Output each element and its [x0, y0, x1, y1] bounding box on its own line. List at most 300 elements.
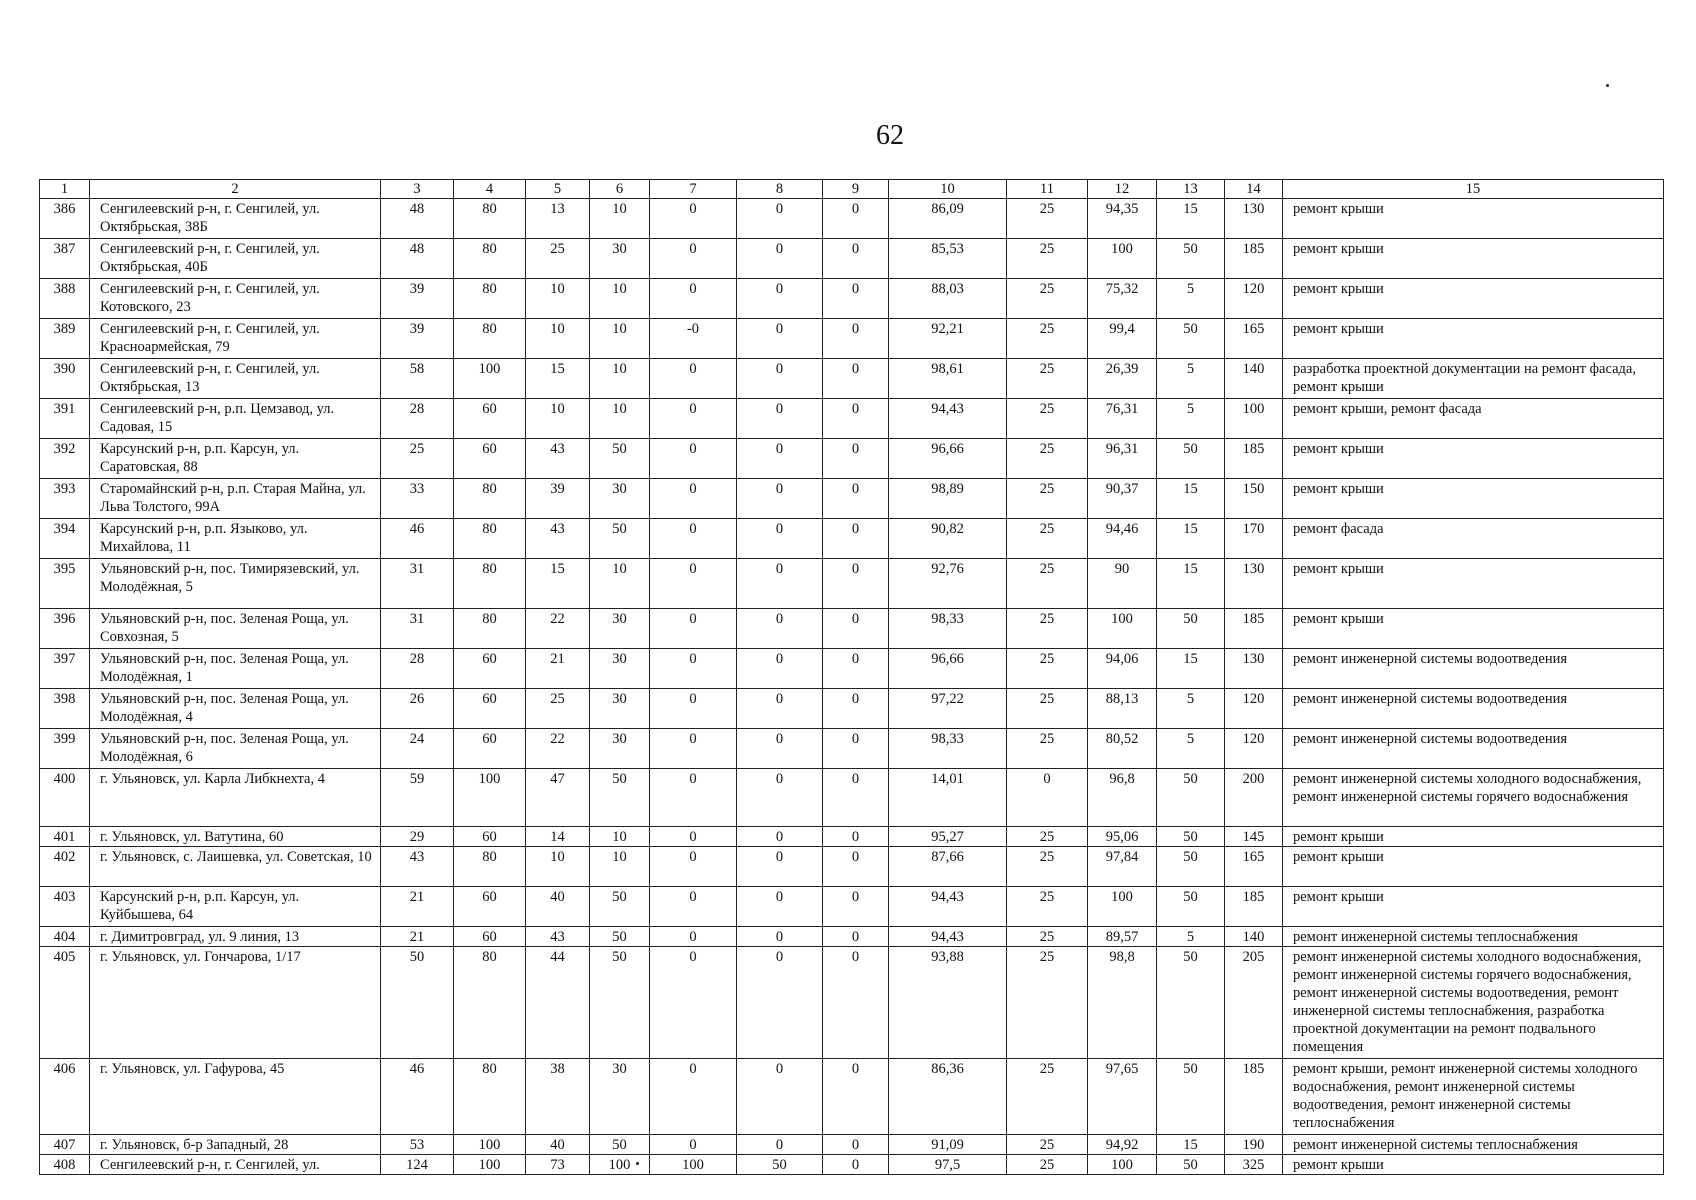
work-type-cell: ремонт инженерной системы холодного водоснабжения, ремонт инженерной системы горячего водоснабжения: [1283, 769, 1664, 827]
value-cell: 14,01: [889, 769, 1007, 827]
value-cell: 100: [1088, 609, 1157, 649]
column-header: 1: [40, 180, 90, 199]
column-header: 11: [1007, 180, 1088, 199]
address-cell: Сенгилеевский р-н, г. Сенгилей, ул. Котовского, 23: [90, 279, 381, 319]
value-cell: 25: [1007, 279, 1088, 319]
value-cell: 0: [650, 689, 737, 729]
row-number-cell: 395: [40, 559, 90, 609]
table-row: [40, 1155, 1664, 1175]
value-cell: 0: [650, 279, 737, 319]
value-cell: 29: [381, 827, 454, 847]
value-cell: 0: [823, 1155, 889, 1175]
address-cell: Сенгилеевский р-н, р.п. Цемзавод, ул. Садовая, 15: [90, 399, 381, 439]
value-cell: 30: [590, 239, 650, 279]
address-cell: г. Ульяновск, б-р Западный, 28: [90, 1135, 381, 1155]
value-cell: 94,92: [1088, 1135, 1157, 1155]
value-cell: 25: [1007, 1059, 1088, 1135]
value-cell: 0: [650, 847, 737, 887]
value-cell: 40: [526, 887, 590, 927]
value-cell: 5: [1157, 399, 1225, 439]
row-number-cell: 398: [40, 689, 90, 729]
address-cell: г. Ульяновск, ул. Карла Либкнехта, 4: [90, 769, 381, 827]
value-cell: 95,27: [889, 827, 1007, 847]
table-row: [40, 609, 1664, 649]
value-cell: 25: [526, 239, 590, 279]
value-cell: 0: [650, 239, 737, 279]
value-cell: 91,09: [889, 1135, 1007, 1155]
value-cell: 50: [1157, 769, 1225, 827]
value-cell: 50: [590, 769, 650, 827]
value-cell: 14: [526, 827, 590, 847]
value-cell: 100: [1088, 887, 1157, 927]
row-number-cell: 392: [40, 439, 90, 479]
value-cell: 39: [526, 479, 590, 519]
value-cell: 0: [650, 887, 737, 927]
value-cell: 80: [454, 1059, 526, 1135]
value-cell: 28: [381, 399, 454, 439]
value-cell: 15: [526, 559, 590, 609]
work-type-cell: ремонт крыши: [1283, 479, 1664, 519]
value-cell: 50: [590, 1135, 650, 1155]
value-cell: 25: [1007, 439, 1088, 479]
value-cell: 99,4: [1088, 319, 1157, 359]
value-cell: 0: [737, 399, 823, 439]
value-cell: 165: [1225, 319, 1283, 359]
value-cell: 0: [650, 769, 737, 827]
work-type-cell: ремонт крыши: [1283, 559, 1664, 609]
value-cell: 5: [1157, 927, 1225, 947]
address-cell: Ульяновский р-н, пос. Зеленая Роща, ул. Молодёжная, 6: [90, 729, 381, 769]
table-row: [40, 479, 1664, 519]
value-cell: 60: [454, 887, 526, 927]
value-cell: 96,66: [889, 649, 1007, 689]
value-cell: 31: [381, 559, 454, 609]
value-cell: 60: [454, 827, 526, 847]
column-header: 2: [90, 180, 381, 199]
value-cell: 58: [381, 359, 454, 399]
value-cell: 0: [737, 479, 823, 519]
value-cell: 25: [1007, 609, 1088, 649]
value-cell: 97,65: [1088, 1059, 1157, 1135]
value-cell: 15: [1157, 479, 1225, 519]
row-number-cell: 393: [40, 479, 90, 519]
value-cell: 50: [737, 1155, 823, 1175]
value-cell: 13: [526, 199, 590, 239]
value-cell: 80: [454, 519, 526, 559]
value-cell: 30: [590, 689, 650, 729]
value-cell: 24: [381, 729, 454, 769]
value-cell: 86,36: [889, 1059, 1007, 1135]
value-cell: 0: [823, 827, 889, 847]
value-cell: 25: [1007, 847, 1088, 887]
value-cell: 5: [1157, 689, 1225, 729]
value-cell: 86,09: [889, 199, 1007, 239]
value-cell: 48: [381, 239, 454, 279]
value-cell: 140: [1225, 927, 1283, 947]
value-cell: 50: [1157, 887, 1225, 927]
value-cell: 0: [650, 199, 737, 239]
address-cell: Ульяновский р-н, пос. Зеленая Роща, ул. Молодёжная, 4: [90, 689, 381, 729]
value-cell: 50: [590, 947, 650, 1059]
value-cell: 25: [1007, 479, 1088, 519]
value-cell: 50: [590, 927, 650, 947]
value-cell: 80,52: [1088, 729, 1157, 769]
value-cell: 0: [650, 1059, 737, 1135]
work-type-cell: ремонт крыши: [1283, 827, 1664, 847]
value-cell: 25: [1007, 1135, 1088, 1155]
address-cell: г. Димитровград, ул. 9 линия, 13: [90, 927, 381, 947]
work-type-cell: ремонт крыши: [1283, 239, 1664, 279]
address-cell: Ульяновский р-н, пос. Тимирязевский, ул. Молодёжная, 5: [90, 559, 381, 609]
work-type-cell: ремонт крыши, ремонт инженерной системы холодного водоснабжения, ремонт инженерной системы водоотведения, ремонт инженерной системы теплоснабжения: [1283, 1059, 1664, 1135]
table-row: [40, 927, 1664, 947]
work-type-cell: разработка проектной документации на ремонт фасада, ремонт крыши: [1283, 359, 1664, 399]
column-header: 9: [823, 180, 889, 199]
value-cell: 10: [590, 399, 650, 439]
value-cell: 97,22: [889, 689, 1007, 729]
value-cell: 130: [1225, 199, 1283, 239]
table-row: [40, 319, 1664, 359]
value-cell: 0: [823, 359, 889, 399]
table-row: [40, 399, 1664, 439]
value-cell: 0: [737, 199, 823, 239]
work-type-cell: ремонт крыши: [1283, 279, 1664, 319]
value-cell: 15: [1157, 649, 1225, 689]
value-cell: 124: [381, 1155, 454, 1175]
value-cell: 0: [650, 649, 737, 689]
value-cell: 80: [454, 479, 526, 519]
value-cell: 90,37: [1088, 479, 1157, 519]
value-cell: 25: [1007, 887, 1088, 927]
column-header: 3: [381, 180, 454, 199]
value-cell: 0: [737, 1135, 823, 1155]
value-cell: 100: [1225, 399, 1283, 439]
row-number-cell: 388: [40, 279, 90, 319]
value-cell: 145: [1225, 827, 1283, 847]
value-cell: 185: [1225, 887, 1283, 927]
column-header: 15: [1283, 180, 1664, 199]
value-cell: 205: [1225, 947, 1283, 1059]
value-cell: 97,5: [889, 1155, 1007, 1175]
address-cell: Ульяновский р-н, пос. Зеленая Роща, ул. Совхозная, 5: [90, 609, 381, 649]
row-number-cell: 402: [40, 847, 90, 887]
value-cell: 100: [454, 359, 526, 399]
value-cell: 0: [823, 649, 889, 689]
work-type-cell: ремонт крыши: [1283, 609, 1664, 649]
value-cell: 0: [737, 947, 823, 1059]
value-cell: 25: [1007, 827, 1088, 847]
address-cell: Карсунский р-н, р.п. Языково, ул. Михайлова, 11: [90, 519, 381, 559]
value-cell: 25: [1007, 729, 1088, 769]
value-cell: 25: [526, 689, 590, 729]
row-number-cell: 401: [40, 827, 90, 847]
row-number-cell: 405: [40, 947, 90, 1059]
value-cell: 47: [526, 769, 590, 827]
work-type-cell: ремонт инженерной системы водоотведения: [1283, 689, 1664, 729]
value-cell: 94,43: [889, 887, 1007, 927]
value-cell: 0: [650, 439, 737, 479]
value-cell: 89,57: [1088, 927, 1157, 947]
value-cell: 50: [590, 887, 650, 927]
value-cell: 185: [1225, 439, 1283, 479]
work-type-cell: ремонт инженерной системы теплоснабжения: [1283, 927, 1664, 947]
value-cell: 0: [737, 887, 823, 927]
value-cell: 15: [1157, 559, 1225, 609]
value-cell: 0: [737, 359, 823, 399]
value-cell: 50: [1157, 827, 1225, 847]
value-cell: 76,31: [1088, 399, 1157, 439]
value-cell: 96,66: [889, 439, 1007, 479]
value-cell: 94,43: [889, 399, 1007, 439]
value-cell: 50: [1157, 947, 1225, 1059]
value-cell: 0: [737, 649, 823, 689]
value-cell: 0: [650, 729, 737, 769]
row-number-cell: 397: [40, 649, 90, 689]
value-cell: 50: [381, 947, 454, 1059]
value-cell: 96,31: [1088, 439, 1157, 479]
value-cell: 0: [650, 947, 737, 1059]
value-cell: 94,35: [1088, 199, 1157, 239]
address-cell: Сенгилеевский р-н, г. Сенгилей, ул. Красноармейская, 79: [90, 319, 381, 359]
column-header: 5: [526, 180, 590, 199]
value-cell: 60: [454, 439, 526, 479]
value-cell: 80: [454, 279, 526, 319]
value-cell: 0: [650, 359, 737, 399]
address-cell: г. Ульяновск, ул. Ватутина, 60: [90, 827, 381, 847]
value-cell: 43: [526, 927, 590, 947]
value-cell: 10: [590, 847, 650, 887]
value-cell: 10: [526, 279, 590, 319]
value-cell: 92,21: [889, 319, 1007, 359]
value-cell: 100: [650, 1155, 737, 1175]
table-row: [40, 279, 1664, 319]
value-cell: 0: [823, 689, 889, 729]
value-cell: 185: [1225, 1059, 1283, 1135]
value-cell: 0: [650, 1135, 737, 1155]
value-cell: 30: [590, 609, 650, 649]
value-cell: 60: [454, 399, 526, 439]
value-cell: 0: [650, 559, 737, 609]
value-cell: 15: [1157, 1135, 1225, 1155]
value-cell: 120: [1225, 689, 1283, 729]
data-table: [39, 179, 1664, 1175]
value-cell: 94,06: [1088, 649, 1157, 689]
address-cell: г. Ульяновск, ул. Гончарова, 1/17: [90, 947, 381, 1059]
row-number-cell: 406: [40, 1059, 90, 1135]
row-number-cell: 400: [40, 769, 90, 827]
value-cell: 98,61: [889, 359, 1007, 399]
value-cell: 325: [1225, 1155, 1283, 1175]
value-cell: 0: [650, 827, 737, 847]
address-cell: Старомайнский р-н, р.п. Старая Майна, ул. Льва Толстого, 99А: [90, 479, 381, 519]
value-cell: 98,8: [1088, 947, 1157, 1059]
value-cell: 100: [454, 1155, 526, 1175]
value-cell: 0: [823, 519, 889, 559]
row-number-cell: 399: [40, 729, 90, 769]
value-cell: 85,53: [889, 239, 1007, 279]
work-type-cell: ремонт крыши: [1283, 199, 1664, 239]
row-number-cell: 390: [40, 359, 90, 399]
address-cell: Сенгилеевский р-н, г. Сенгилей, ул. Октябрьская, 13: [90, 359, 381, 399]
work-type-cell: ремонт крыши: [1283, 1155, 1664, 1175]
value-cell: 5: [1157, 729, 1225, 769]
value-cell: 5: [1157, 359, 1225, 399]
table-row: [40, 199, 1664, 239]
value-cell: 33: [381, 479, 454, 519]
value-cell: 80: [454, 239, 526, 279]
value-cell: 92,76: [889, 559, 1007, 609]
table-row: [40, 1059, 1664, 1135]
table-row: [40, 947, 1664, 1059]
value-cell: 0: [823, 729, 889, 769]
value-cell: 5: [1157, 279, 1225, 319]
row-number-cell: 386: [40, 199, 90, 239]
table-row: [40, 649, 1664, 689]
work-type-cell: ремонт крыши: [1283, 319, 1664, 359]
value-cell: 50: [1157, 319, 1225, 359]
value-cell: 190: [1225, 1135, 1283, 1155]
value-cell: 88,03: [889, 279, 1007, 319]
value-cell: 0: [650, 609, 737, 649]
value-cell: 100: [1088, 239, 1157, 279]
value-cell: 0: [737, 319, 823, 359]
table-row: [40, 847, 1664, 887]
value-cell: 0: [823, 1135, 889, 1155]
column-header: 10: [889, 180, 1007, 199]
row-number-cell: 391: [40, 399, 90, 439]
value-cell: 50: [1157, 239, 1225, 279]
value-cell: 25: [1007, 239, 1088, 279]
value-cell: 15: [526, 359, 590, 399]
value-cell: 0: [737, 827, 823, 847]
value-cell: 140: [1225, 359, 1283, 399]
column-header: 14: [1225, 180, 1283, 199]
value-cell: 150: [1225, 479, 1283, 519]
value-cell: 75,32: [1088, 279, 1157, 319]
column-header: 6: [590, 180, 650, 199]
value-cell: 130: [1225, 559, 1283, 609]
value-cell: 44: [526, 947, 590, 1059]
address-cell: Карсунский р-н, р.п. Карсун, ул. Куйбышева, 64: [90, 887, 381, 927]
value-cell: 0: [737, 927, 823, 947]
value-cell: 50: [1157, 1155, 1225, 1175]
value-cell: 46: [381, 1059, 454, 1135]
table-row: [40, 689, 1664, 729]
value-cell: 80: [454, 319, 526, 359]
value-cell: 0: [737, 239, 823, 279]
value-cell: 0: [737, 609, 823, 649]
value-cell: 0: [823, 479, 889, 519]
value-cell: 50: [1157, 847, 1225, 887]
value-cell: 90,82: [889, 519, 1007, 559]
value-cell: 0: [823, 847, 889, 887]
value-cell: 185: [1225, 609, 1283, 649]
value-cell: 0: [823, 769, 889, 827]
value-cell: 25: [1007, 559, 1088, 609]
table-row: [40, 769, 1664, 827]
value-cell: 0: [737, 559, 823, 609]
value-cell: 0: [823, 559, 889, 609]
value-cell: 28: [381, 649, 454, 689]
value-cell: 40: [526, 1135, 590, 1155]
value-cell: 30: [590, 479, 650, 519]
value-cell: 0: [650, 927, 737, 947]
row-number-cell: 408: [40, 1155, 90, 1175]
value-cell: 0: [650, 479, 737, 519]
value-cell: 0: [737, 279, 823, 319]
table-row: [40, 359, 1664, 399]
column-header: 12: [1088, 180, 1157, 199]
value-cell: 0: [737, 769, 823, 827]
value-cell: 25: [1007, 319, 1088, 359]
table-row: [40, 559, 1664, 609]
value-cell: 46: [381, 519, 454, 559]
value-cell: 120: [1225, 729, 1283, 769]
value-cell: 21: [381, 887, 454, 927]
value-cell: 0: [823, 947, 889, 1059]
row-number-cell: 389: [40, 319, 90, 359]
value-cell: 80: [454, 609, 526, 649]
value-cell: 60: [454, 689, 526, 729]
value-cell: 25: [1007, 199, 1088, 239]
address-cell: Сенгилеевский р-н, г. Сенгилей, ул. Октябрьская, 40Б: [90, 239, 381, 279]
row-number-cell: 404: [40, 927, 90, 947]
value-cell: 25: [1007, 359, 1088, 399]
value-cell: 80: [454, 559, 526, 609]
value-cell: 10: [526, 847, 590, 887]
work-type-cell: ремонт крыши: [1283, 847, 1664, 887]
value-cell: 43: [526, 439, 590, 479]
row-number-cell: 407: [40, 1135, 90, 1155]
value-cell: 0: [737, 1059, 823, 1135]
value-cell: 98,89: [889, 479, 1007, 519]
work-type-cell: ремонт крыши, ремонт фасада: [1283, 399, 1664, 439]
work-type-cell: ремонт крыши: [1283, 887, 1664, 927]
value-cell: 10: [590, 199, 650, 239]
value-cell: 130: [1225, 649, 1283, 689]
value-cell: 98,33: [889, 609, 1007, 649]
value-cell: 80: [454, 847, 526, 887]
value-cell: 0: [823, 399, 889, 439]
table-header-row: [40, 180, 1664, 199]
value-cell: 100: [454, 769, 526, 827]
value-cell: 73: [526, 1155, 590, 1175]
value-cell: 15: [1157, 519, 1225, 559]
value-cell: 39: [381, 319, 454, 359]
value-cell: 0: [823, 927, 889, 947]
value-cell: 30: [590, 729, 650, 769]
value-cell: 22: [526, 609, 590, 649]
row-number-cell: 396: [40, 609, 90, 649]
value-cell: 25: [1007, 399, 1088, 439]
table-row: [40, 1135, 1664, 1155]
address-cell: Сенгилеевский р-н, г. Сенгилей, ул. Октябрьская, 38Б: [90, 199, 381, 239]
table-body: [40, 199, 1664, 1175]
value-cell: 60: [454, 729, 526, 769]
value-cell: 50: [1157, 609, 1225, 649]
value-cell: 59: [381, 769, 454, 827]
value-cell: 0: [823, 1059, 889, 1135]
scan-speck: [1606, 84, 1609, 87]
value-cell: 43: [381, 847, 454, 887]
address-cell: г. Ульяновск, с. Лаишевка, ул. Советская, 10: [90, 847, 381, 887]
value-cell: 94,46: [1088, 519, 1157, 559]
value-cell: 21: [381, 927, 454, 947]
value-cell: 50: [590, 439, 650, 479]
table-row: [40, 827, 1664, 847]
value-cell: 50: [1157, 1059, 1225, 1135]
address-cell: Ульяновский р-н, пос. Зеленая Роща, ул. Молодёжная, 1: [90, 649, 381, 689]
